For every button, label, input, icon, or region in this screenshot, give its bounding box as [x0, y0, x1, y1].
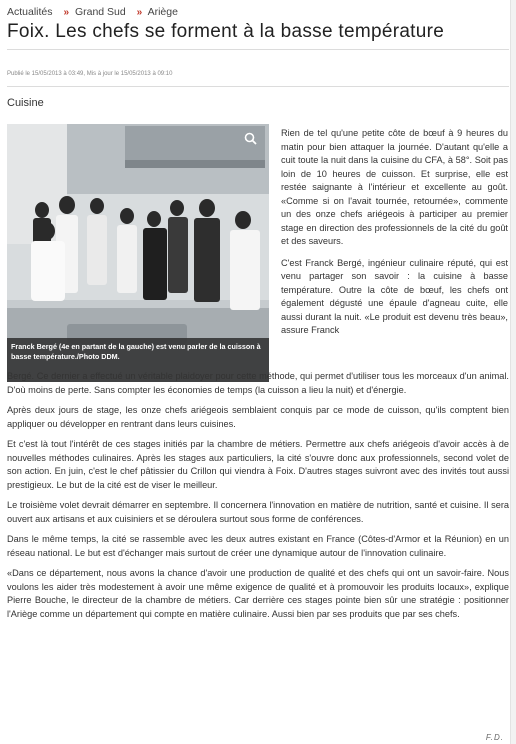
paragraph: Dans le même temps, la cité se rassemble avec les deux autres existant en France (Côtes-d'Armor et la Réunion) en un réseau national. Le but est d'échanger mais surtout de créer une dynamique autour de l'innovation culinaire.	[7, 534, 509, 558]
title-divider	[7, 49, 509, 50]
paragraph: Le troisième volet devrait démarrer en septembre. Il concernera l'innovation en matière de nutrition, santé et cuisine. Il sera ouvert aux artisans et aux cuisiniers et se déroulera surtout sous forme de conférences.	[7, 500, 509, 524]
photo-caption: Franck Bergé (4e en partant de la gauche) est venu parler de la cuisson à basse température./Photo DDM.	[7, 338, 269, 382]
paragraph: C'est Franck Bergé, ingénieur culinaire réputé, qui est venu partager son savoir : la cuisine à basse température. Outre la côte de bœuf, les chefs ont également dégusté une épaule d'agneau cuite, elle aussi durant la nuit. «Le produit est devenu très beau», assure Franck	[281, 257, 508, 335]
article-side-column	[281, 127, 508, 346]
breadcrumb-item-grand-sud[interactable]: Grand Sud	[74, 6, 126, 18]
article-body	[7, 370, 509, 628]
breadcrumb-separator-icon: »	[136, 7, 143, 18]
section-label: Cuisine	[7, 97, 44, 109]
article-title: Foix. Les chefs se forment à la basse température	[7, 21, 445, 42]
author-signature: F.D.	[485, 733, 504, 742]
article-photo[interactable]	[7, 124, 269, 382]
meta-divider	[7, 86, 509, 87]
zoom-icon[interactable]	[244, 132, 257, 145]
paragraph: Et c'est là tout l'intérêt de ces stages initiés par la chambre de métiers. Permettre aux chefs ariégeois d'avoir accès à de nouvelles méthodes culinaires. Après les stages aux particuliers, la cité s'ouvre donc aux professionnels, second volet de son action. En juin, c'est le chef pâtissier du Crillon qui viendra à Foix. D'autres stages suivront avec des invités tout aussi prestigieux. Le but de la cité est de viser le meilleur.	[7, 439, 509, 490]
paragraph-continuation: Bergé. Ce dernier a effectué un véritable plaidoyer pour cette méthode, qui permet d'utiliser tous les morceaux d'un animal. D'où moins de perte. Sans compter les économies de temps (la cuisson a lieu la nuit) et d'énergie.	[7, 371, 509, 395]
paragraph: Rien de tel qu'une petite côte de bœuf à 9 heures du matin pour bien attaquer la journée. D'autant qu'elle a cuit toute la nuit dans la cuisine du CFA, à 58°. Soit pas loin de 10 heures de cuisson. Et surprise, elle est restée saignante à l'intérieur et excellente au goût. «Comme si on l'avait tournée, retournée», commente un des onze chefs ariégeois à participer au premier stage en direction des professionnels de la cité du goût et des saveurs.	[281, 128, 508, 246]
breadcrumb	[7, 6, 178, 18]
paragraph: «Dans ce département, nous avons la chance d'avoir une production de qualité et des chefs qui ont un savoir-faire. Nous voulons les aider très modestement à avoir une même exigence de qualité et à promouvoir les produits locaux», explique Pierre Bouche, le directeur de la chambre de métiers. Car derrière ces stages pointe bien sûr une stratégie : positionner l'Ariège comme un département qui compte en matière culinaire. Aussi bien par ses produits que par ses chefs.	[7, 568, 509, 619]
publication-meta: Publié le 15/05/2013 à 03:49, Mis à jour le 15/05/2013 à 09:10	[7, 71, 173, 77]
breadcrumb-separator-icon: »	[63, 7, 70, 18]
breadcrumb-item-actualites[interactable]: Actualités	[7, 6, 53, 18]
breadcrumb-item-ariege[interactable]: Ariège	[147, 6, 178, 18]
paragraph: Après deux jours de stage, les onze chefs ariégeois semblaient conquis par ce mode de cuisson, qu'ils comptent bien appliquer ou développer en rentrant dans leurs cuisines.	[7, 405, 509, 429]
page-scrollbar[interactable]	[510, 0, 516, 744]
